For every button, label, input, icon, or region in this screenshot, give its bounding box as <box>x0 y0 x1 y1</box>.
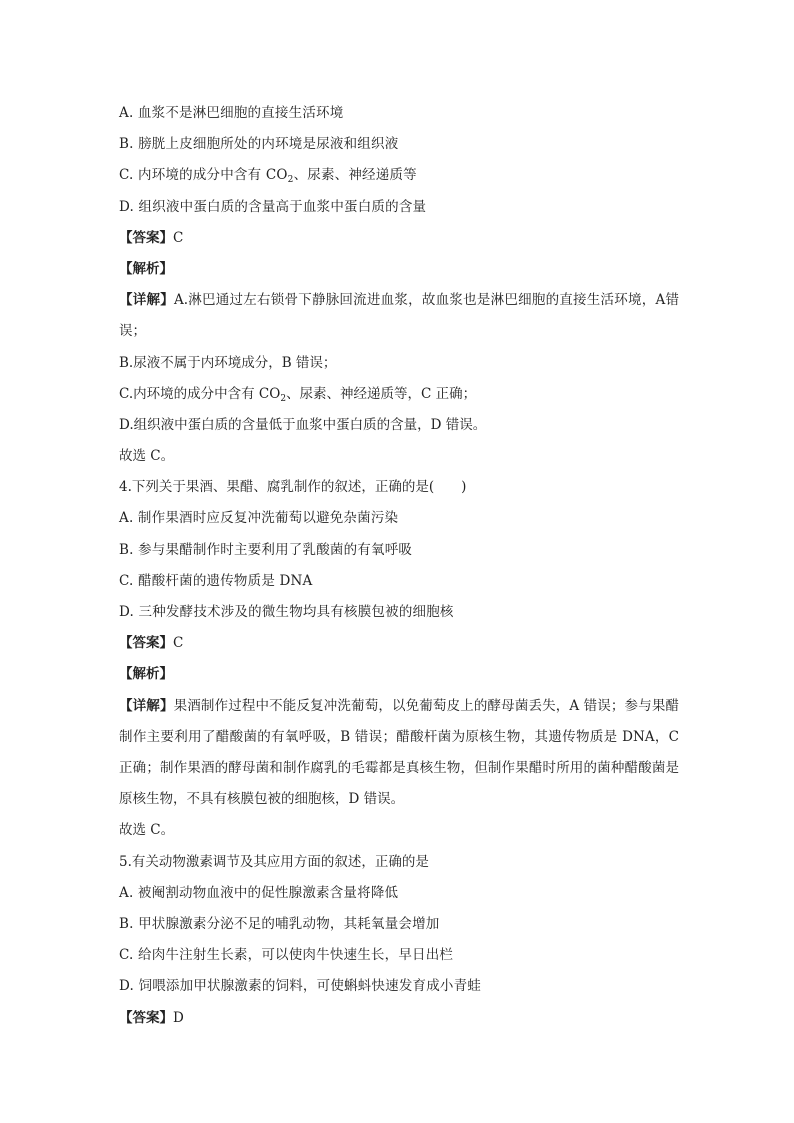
q3-detail-c-text-end: 、尿素、神经递质等，C 正确； <box>286 385 477 402</box>
q3-answer-value: C <box>173 229 184 246</box>
q4-option-c: C. 醋酸杆菌的遗传物质是 DNA <box>119 572 313 589</box>
q4-answer-value: C <box>173 635 184 652</box>
q3-option-c-text: C. 内环境的成分中含有 CO <box>119 167 288 184</box>
q3-option-c-subscript: 2 <box>287 175 294 186</box>
q3-detail-d: D.组织液中蛋白质的含量低于血浆中蛋白质的含量，D 错误。 <box>119 416 487 433</box>
q5-option-a: A. 被阉割动物血液中的促性腺激素含量将降低 <box>119 884 399 901</box>
q3-option-c <box>119 160 679 191</box>
q3-detail-b: B.尿液不属于内环境成分，B 错误； <box>119 354 337 371</box>
q4-detail-text: 果酒制作过程中不能反复冲洗葡萄，以免葡萄皮上的酵母菌丢失，A 错误；参与果醋制作主要利用了醋酸菌的有氧呼吸，B 错误；醋酸杆菌为原核生物，其遗传物质是 DNA，C 正确；制作果酒的酵母菌和制作腐乳的毛霉都是真核生物，但制作果醋时所用的菌种醋酸菌是原核生物，不具有核膜包被的细胞核，D 错误。 <box>119 697 680 808</box>
q3-option-d: D. 组织液中蛋白质的含量高于血浆中蛋白质的含量 <box>119 198 427 215</box>
q3-answer-label: 【答案】 <box>119 229 173 246</box>
q3-option-b: B. 膀胱上皮细胞所处的内环境是尿液和组织液 <box>119 136 399 153</box>
q5-stem: 5.有关动物激素调节及其应用方面的叙述，正确的是 <box>119 853 429 870</box>
q5-option-c: C. 给肉牛注射生长素，可以使肉牛快速生长，早日出栏 <box>119 947 454 964</box>
q3-answer <box>119 223 679 254</box>
q5-answer-label: 【答案】 <box>119 1009 173 1026</box>
q4-detail <box>119 691 679 816</box>
q5-option-b: B. 甲状腺激素分泌不足的哺乳动物，其耗氧量会增加 <box>119 915 440 932</box>
q3-detail-label: 【详解】 <box>119 292 174 309</box>
q4-detail-label: 【详解】 <box>119 697 174 714</box>
document-page <box>119 98 679 1034</box>
q3-option-a: A. 血浆不是淋巴细胞的直接生活环境 <box>119 105 344 121</box>
q3-detail-a <box>119 285 679 347</box>
q3-detail-c-subscript: 2 <box>280 393 287 404</box>
q3-detail-c-text: C.内环境的成分中含有 CO <box>119 385 281 402</box>
q4-analysis-label: 【解析】 <box>119 666 173 683</box>
q4-answer-label: 【答案】 <box>119 635 173 652</box>
q5-answer-value: D <box>173 1009 184 1026</box>
q4-option-b: B. 参与果醋制作时主要利用了乳酸菌的有氧呼吸 <box>119 541 413 558</box>
q3-detail-a-text: A.淋巴通过左右锁骨下静脉回流进血浆，故血浆也是淋巴细胞的直接生活环境，A错误； <box>119 292 680 340</box>
q3-option-c-text-end: 、尿素、神经递质等 <box>293 167 417 184</box>
q4-stem: 4.下列关于果酒、果醋、腐乳制作的叙述，正确的是( ) <box>119 479 467 496</box>
q4-conclusion: 故选 C。 <box>119 822 175 839</box>
q5-option-d: D. 饲喂添加甲状腺激素的饲料，可使蝌蚪快速发育成小青蛙 <box>119 978 482 995</box>
q5-answer <box>119 1003 679 1034</box>
q4-answer <box>119 628 679 659</box>
q3-detail-c <box>119 379 679 410</box>
q4-option-d: D. 三种发酵技术涉及的微生物均具有核膜包被的细胞核 <box>119 604 454 621</box>
q4-option-a: A. 制作果酒时应反复冲洗葡萄以避免杂菌污染 <box>119 510 399 527</box>
q3-conclusion: 故选 C。 <box>119 448 175 465</box>
q3-analysis-label: 【解析】 <box>119 260 173 277</box>
